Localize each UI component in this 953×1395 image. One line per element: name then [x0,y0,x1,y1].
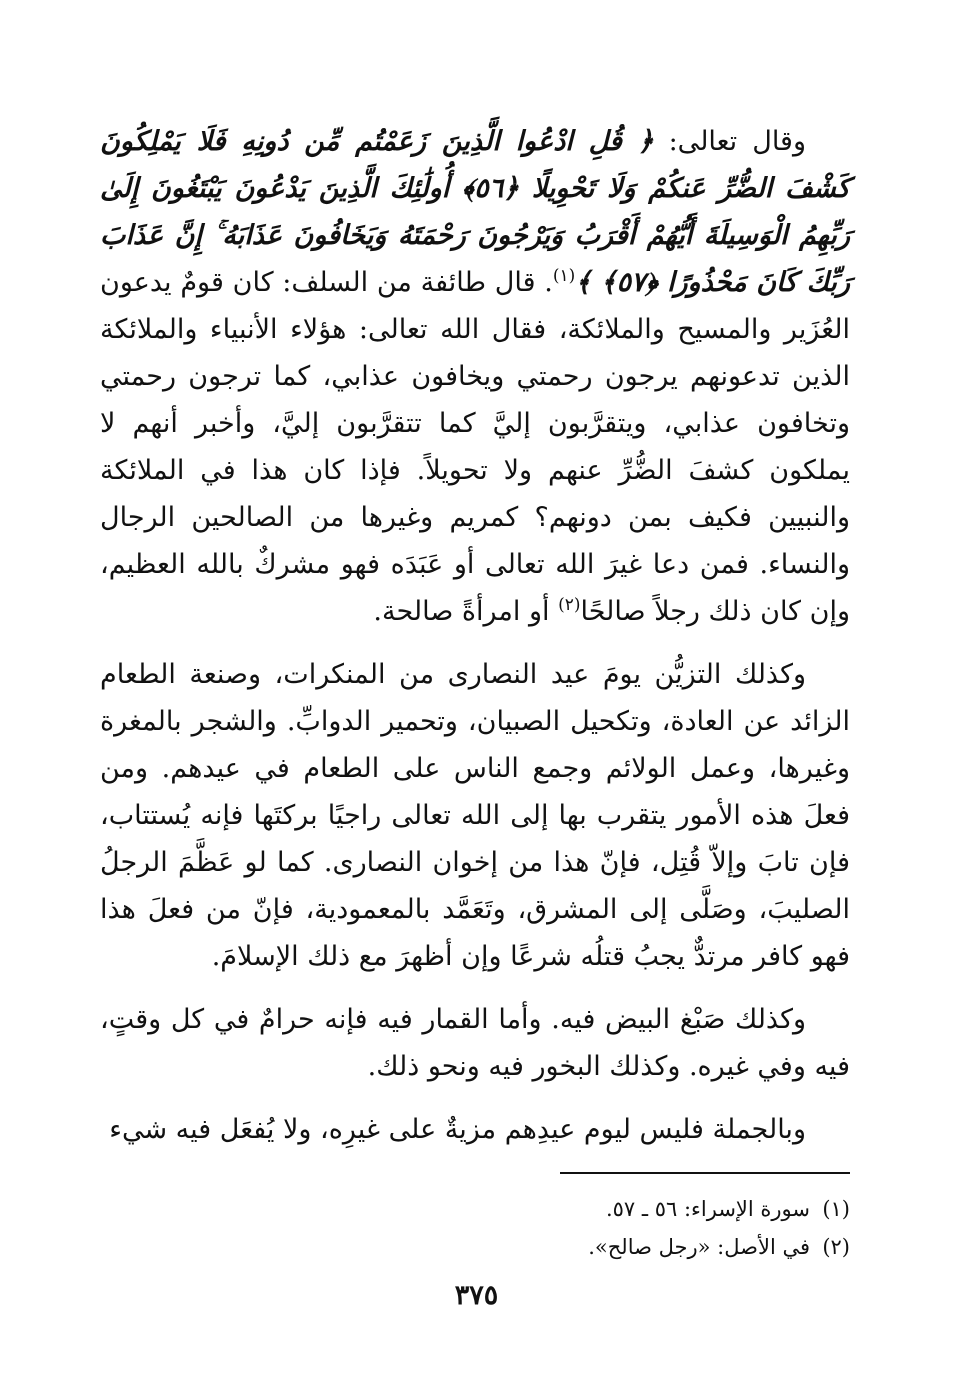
footnote-number: (١) [822,1197,850,1221]
paragraph-1-end: أو امرأةً صالحة. [373,596,559,627]
paragraph-4: وبالجملة فليس ليوم عيدِهم مزيةٌ على غيرِه، ولا يُفعَل فيه شيء [109,1114,806,1145]
footnote-2 [300,1228,850,1266]
footnote-1 [300,1190,850,1228]
paragraph-2: وكذلك التزيُّن يومَ عيد النصارى من المنكرات، وصنعة الطعام الزائد عن العادة، وتكحيل الصبيان، وتحمير الدوابِّ. والشجر بالمغرة وغيرها، وعمل الولائم وجمع الناس على الطعام في عيدهم. ومن فعلَ هذه الأمور يتقرب بها إلى الله تعالى راجيًا بركتَها فإنه يُستتاب، فإن تابَ وإلاّ قُتِل، فإنّ هذا من إخوان النصارى. كما لو عَظَّمَ الرجلُ الصليبَ، وصَلَّى إلى المشرق، وتَعَمَّد بالمعمودية، فإنّ من فعلَ هذا فهو كافر مرتدٌّ يجبُ قتلُه شرعًا وإن أظهرَ مع ذلك الإسلامَ. [100,659,850,972]
footnote-text: في الأصل: «رجل صالح». [588,1235,810,1259]
verse-intro: وقال تعالى: [653,126,806,157]
footnote-marker-1: (١) [552,266,576,286]
paragraph-1 [100,118,850,635]
footnote-text: سورة الإسراء: ٥٦ ـ ٥٧. [605,1197,810,1221]
page-number: ٣٧٥ [454,1280,499,1311]
footnote-marker-2: (٢) [558,595,581,615]
footnote-number: (٢) [822,1235,850,1259]
paragraph-3: وكذلك صَبْغ البيض فيه. وأما القمار فيه فإنه حرامٌ في كل وقتٍ، فيه وفي غيره. وكذلك البخور فيه ونحو ذلك. [100,1004,850,1082]
footnotes [300,1190,850,1266]
quran-verse: ﴿ قُلِ ادْعُوا الَّذِينَ زَعَمْتُم مِّن دُونِهِ فَلَا يَمْلِكُونَ كَشْفَ الضُّرِّ عَنكُمْ وَلَا تَحْوِيلًا ﴿٥٦﴾ أُولَٰئِكَ الَّذِينَ يَدْعُونَ يَبْتَغُونَ إِلَىٰ رَبِّهِمُ الْوَسِيلَةَ أَيُّهُمْ أَقْرَبُ وَيَرْجُونَ رَحْمَتَهُ وَيَخَافُونَ عَذَابَهُ ۚ إِنَّ عَذَابَ رَبِّكَ كَانَ مَحْذُورًا ﴿٥٧﴾ ﴾ [100,126,850,298]
main-text [100,118,850,1153]
paragraph-1-text: . قال طائفة من السلف: كان قومٌ يدعون العُزَير والمسيح والملائكة، فقال الله تعالى: هؤلاء الأنبياء والملائكة الذين تدعونهم يرجون رحمتي ويخافون عذابي، كما ترجون رحمتي وتخافون عذابي، ويتقرَّبون إليَّ كما تتقرَّبون إليَّ، وأخبر أنهم لا يملكون كشفَ الضُّرِّ عنهم ولا تحويلاً. فإذا كان هذا في الملائكة والنبيين فكيف بمن دونهم؟ كمريم وغيرها من الصالحين الرجال والنساء. فمن دعا غيرَ الله تعالى أو عَبَدَه فهو مشركٌ بالله العظيم، وإن كان ذلك رجلاً صالحًا [100,267,850,627]
footnote-separator [560,1172,850,1174]
